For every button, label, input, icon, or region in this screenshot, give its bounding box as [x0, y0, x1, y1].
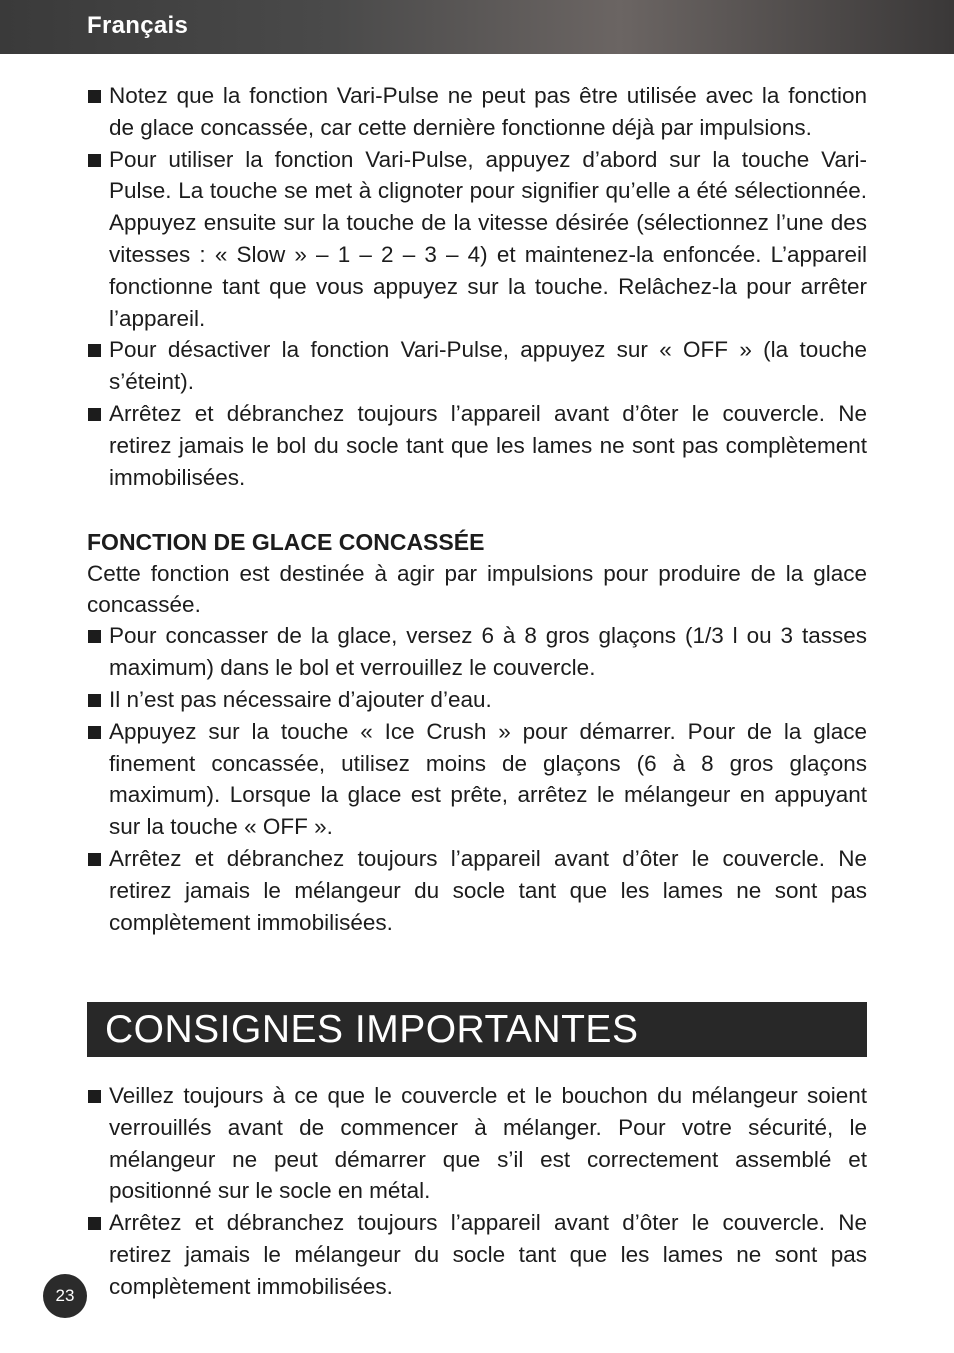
list-item-text: Arrêtez et débranchez toujours l’appareil avant d’ôter le couvercle. Ne retirez jamais le mélangeur du socle tant que les lames ne sont pas complètement immobilisées.: [109, 845, 867, 935]
page-number-badge: [43, 1274, 87, 1318]
list-item: [87, 716, 867, 843]
square-bullet-icon: [88, 344, 101, 357]
list-item-text: Pour utiliser la fonction Vari-Pulse, appuyez d’abord sur la touche Vari-Pulse. La touche se met à clignoter pour signifier qu’elle a été sélectionnée. Appuyez ensuite sur la touche de la vitesse désirée (sélectionnez l’une des vitesses : « Slow » – 1 – 2 – 3 – 4) et maintenez-la enfoncée. L’appareil fonctionne tant que vous appuyez sur la touche. Relâchez-la pour arrêter l’appareil.: [109, 146, 867, 331]
square-bullet-icon: [88, 408, 101, 421]
list-item-text: Arrêtez et débranchez toujours l’appareil avant d’ôter le couvercle. Ne retirez jamais le bol du socle tant que les lames ne sont pas complètement immobilisées.: [109, 400, 867, 490]
list-item-text: Appuyez sur la touche « Ice Crush » pour démarrer. Pour de la glace finement concassée, utilisez moins de glaçons (6 à 8 gros glaçons maximum). Lorsque la glace est prête, arrêtez le mélangeur en appuyant sur la touche « OFF ».: [109, 718, 867, 840]
main-content: [87, 80, 867, 938]
list-item: [87, 144, 867, 335]
page-number: 23: [55, 1286, 75, 1305]
square-bullet-icon: [88, 1217, 101, 1230]
list-item: [87, 684, 867, 716]
list-item-text: Veillez toujours à ce que le couvercle et le bouchon du mélangeur soient verrouillés avant de commencer à mélanger. Pour votre sécurité, le mélangeur ne peut démarrer que s’il est correctement assemblé et positionné sur le socle en métal.: [109, 1083, 867, 1204]
list-item: [87, 1207, 867, 1302]
list-item: [87, 1080, 867, 1207]
square-bullet-icon: [88, 694, 101, 707]
section-heading: FONCTION DE GLACE CONCASSÉE: [87, 529, 485, 556]
list-item: [87, 398, 867, 493]
section-title-banner: [87, 1002, 867, 1057]
square-bullet-icon: [88, 154, 101, 167]
list-item: [87, 620, 867, 684]
section-title: CONSIGNES IMPORTANTES: [105, 1008, 639, 1051]
list-item-text: Arrêtez et débranchez toujours l’appareil avant d’ôter le couvercle. Ne retirez jamais le mélangeur du socle tant que les lames ne sont pas complètement immobilisées.: [109, 1210, 867, 1299]
ice-crush-list: [87, 620, 867, 938]
consignes-list: [87, 1080, 867, 1303]
list-item-text: Pour concasser de la glace, versez 6 à 8 gros glaçons (1/3 l ou 3 tasses maximum) dans le bol et verrouillez le couvercle.: [109, 623, 867, 681]
list-item-text: Notez que la fonction Vari-Pulse ne peut pas être utilisée avec la fonction de glace concassée, car cette dernière fonctionne déjà par impulsions.: [109, 83, 867, 140]
list-item-text: Pour désactiver la fonction Vari-Pulse, appuyez sur « OFF » (la touche s’éteint).: [109, 337, 867, 395]
square-bullet-icon: [88, 630, 101, 643]
consignes-content: [87, 1080, 867, 1303]
language-label: Français: [87, 12, 189, 39]
list-item-text: Il n’est pas nécessaire d’ajouter d’eau.: [109, 686, 492, 712]
square-bullet-icon: [88, 90, 101, 103]
square-bullet-icon: [88, 726, 101, 739]
list-item: [87, 843, 867, 938]
list-item: [87, 334, 867, 398]
square-bullet-icon: [88, 853, 101, 866]
section-intro: Cette fonction est destinée à agir par impulsions pour produire de la glace concassée.: [87, 561, 867, 618]
square-bullet-icon: [88, 1090, 101, 1103]
vari-pulse-list: [87, 80, 867, 493]
list-item: [87, 80, 867, 144]
header-bar: [0, 0, 954, 54]
